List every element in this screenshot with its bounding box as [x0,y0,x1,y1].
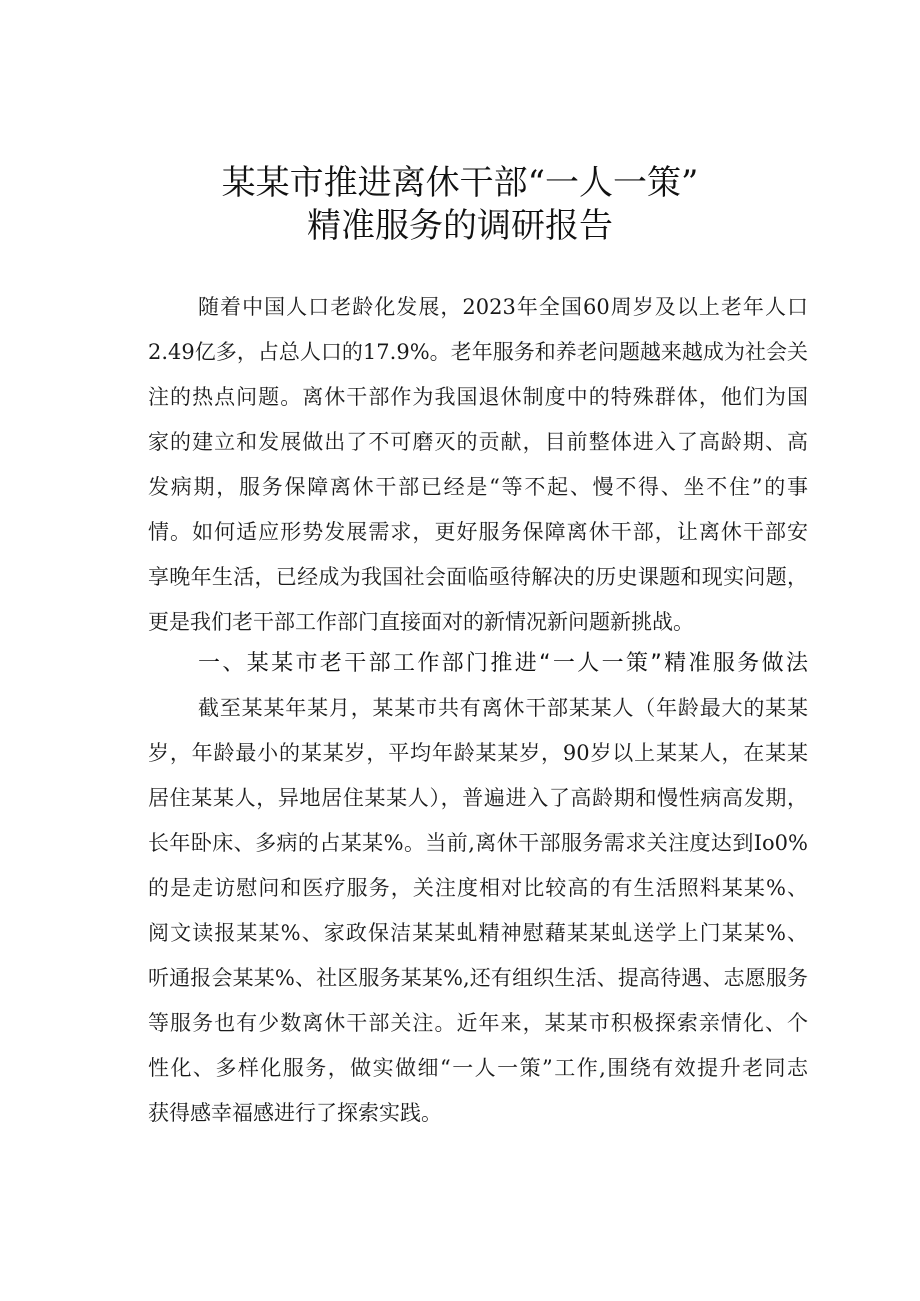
section-paragraph-line: 等服务也有少数离休干部关注。近年来，某某市积极探索亲情化、个 [148,1011,808,1035]
section-paragraph-line: 性化、多样化服务，做实做细“一人一策”工作,围绕有效提升老同志 [148,1056,808,1080]
section-paragraph-line: 长年卧床、多病的占某某%。当前,离休干部服务需求关注度达到Io0% [148,831,808,855]
intro-paragraph-line: 随着中国人口老龄化发展，2023年全国60周岁及以上老年人口 [198,295,808,319]
section-paragraph-line: 居住某某人，异地居住某某人），普遍进入了高龄期和慢性病高发期， [148,786,808,810]
document-title-line-1: 某某市推进离休干部“一人一策” [221,163,699,203]
section-heading: 一、某某市老干部工作部门推进“一人一策”精准服务做法 [198,651,808,676]
section-paragraph-line: 获得感幸福感进行了探索实践。 [148,1101,442,1125]
intro-paragraph-line: 2.49亿多，占总人口的17.9%。老年服务和养老问题越来越成为社会关 [148,340,808,364]
intro-paragraph-line: 更是我们老干部工作部门直接面对的新情况新问题新挑战。 [148,610,694,634]
section-paragraph-line: 截至某某年某月，某某市共有离休干部某某人（年龄最大的某某 [198,696,808,720]
section-paragraph-line: 阅文读报某某%、家政保洁某某虬精神慰藉某某虬送学上门某某%、 [148,921,808,945]
section-paragraph-line: 岁，年龄最小的某某岁，平均年龄某某岁，90岁以上某某人，在某某 [148,741,808,765]
section-paragraph-line: 听通报会某某%、社区服务某某%,还有组织生活、提高待遇、志愿服务 [148,966,808,990]
intro-paragraph-line: 享晚年生活，已经成为我国社会面临亟待解决的历史课题和现实问题， [148,565,808,589]
section-paragraph-line: 的是走访慰问和医疗服务，关注度相对比较高的有生活照料某某%、 [148,876,808,900]
document-title-line-2: 精准服务的调研报告 [307,206,613,246]
intro-paragraph-line: 家的建立和发展做出了不可磨灭的贡献，目前整体进入了高龄期、高 [148,430,808,454]
intro-paragraph-line: 注的热点问题。离休干部作为我国退休制度中的特殊群体，他们为国 [148,385,808,409]
intro-paragraph-line: 发病期，服务保障离休干部已经是“等不起、慢不得、坐不住”的事 [148,475,808,499]
intro-paragraph-line: 情。如何适应形势发展需求，更好服务保障离休干部，让离休干部安 [148,520,808,544]
